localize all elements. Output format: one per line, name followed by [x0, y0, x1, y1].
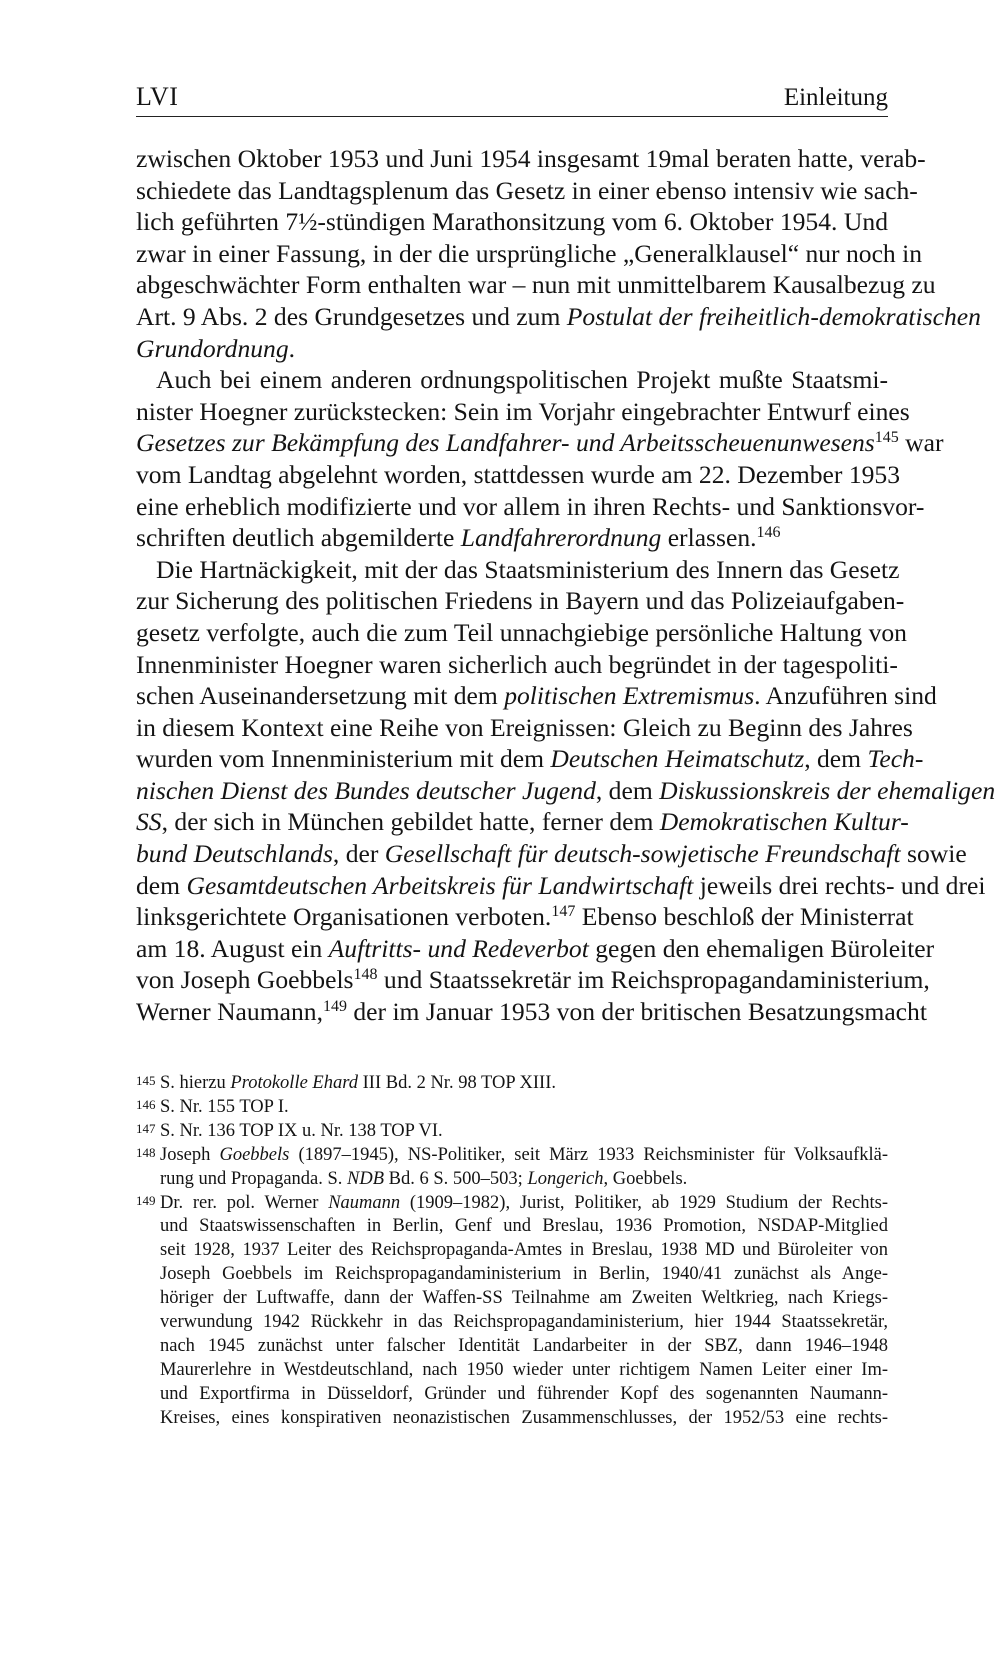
emphasis: Gesetzes zur Bekämpfung des Landfahrer- und Arbeitsscheuenunwesens: [136, 428, 875, 458]
emphasis: Protokolle Ehard: [230, 1073, 358, 1093]
footnote-ref: 147: [551, 903, 576, 921]
paragraph: [136, 143, 981, 364]
text-line: Werner Naumann,$^{149}$ der im Januar 1953 von der britischen Besatzungsmacht: [136, 997, 927, 1027]
text-line: von Joseph Goebbels$^{148}$ und Staatssekretär im Reichspropagandaministerium,: [136, 965, 930, 995]
text-line: vom Landtag abgelehnt worden, stattdessen wurde am 22. Dezember 1953: [136, 459, 901, 489]
text-line: am 18. August ein Auftritts- und Redeverbot gegen den ehemaligen Büroleiter: [136, 933, 935, 963]
page-header: [136, 80, 888, 117]
footnote-line: Kreises, eines konspirativen neonazistischen Zusammenschlusses, der 1952/53 eine rechts-: [160, 1407, 888, 1428]
text-line: dem Gesamtdeutschen Arbeitskreis für Landwirtschaft jeweils drei rechts- und drei: [136, 870, 986, 900]
text-line: schriften deutlich abgemilderte Landfahrerordnung erlassen.$^{146}$: [136, 523, 781, 553]
text-line: zwischen Oktober 1953 und Juni 1954 insgesamt 19mal beraten hatte, verab-: [136, 144, 926, 173]
footnote-number: 148: [136, 1144, 156, 1160]
text-line: zwar in einer Fassung, in der die ursprüngliche „Generalklausel“ nur noch in: [136, 238, 923, 268]
page-number: LVI: [136, 82, 179, 111]
footnote-line: S. hierzu Protokolle Ehard III Bd. 2 Nr. 98 TOP XIII.: [160, 1073, 557, 1093]
text-line: Die Hartnäckigkeit, mit der das Staatsministerium des Innern das Gesetz: [156, 554, 900, 584]
emphasis: Gesamtdeutschen Arbeitskreis für Landwirtschaft: [186, 870, 694, 900]
footnote-line: Dr. rer. pol. Werner Naumann (1909–1982), Jurist, Politiker, ab 1929 Studium der Rechts-: [160, 1192, 888, 1213]
text-line: Art. 9 Abs. 2 des Grundgesetzes und zum Postulat der freiheitlich-demokratischen: [136, 301, 981, 331]
footnote-number: 145: [136, 1073, 156, 1088]
footnote-line: nach 1945 zunächst unter falscher Identität Landarbeiter in der SBZ, dann 1946–1948: [160, 1335, 888, 1356]
footnotes: [136, 1072, 888, 1431]
text-line: schiedete das Landtagsplenum das Gesetz in einer ebenso intensiv wie sach-: [136, 175, 918, 205]
paragraph: [136, 364, 944, 554]
emphasis: Postulat der freiheitlich-demokratischen: [566, 301, 981, 331]
running-title: Einleitung: [783, 84, 888, 111]
emphasis: nischen Dienst des Bundes deutscher Jugend: [136, 775, 596, 805]
text-line: wurden vom Innenministerium mit dem Deutschen Heimatschutz, dem Tech-: [136, 744, 924, 774]
footnote-line: Joseph Goebbels (1897–1945), NS-Politiker, seit März 1933 Reichsminister für Volksaufklä-: [160, 1144, 888, 1165]
footnote-ref: 145: [874, 429, 899, 447]
text-line: linksgerichtete Organisationen verboten.$^{147}$ Ebenso beschloß der Ministerrat: [136, 902, 914, 932]
text-line: Auch bei einem anderen ordnungspolitischen Projekt mußte Staatsmi-: [156, 365, 888, 395]
emphasis: Gesellschaft für deutsch-sowjetische Freundschaft: [384, 839, 901, 869]
emphasis: Landfahrerordnung: [460, 523, 662, 553]
text-line: eine erheblich modifizierte und vor allem in ihren Rechts- und Sanktionsvor-: [136, 491, 925, 521]
text-line: nischen Dienst des Bundes deutscher Jugend, dem Diskussionskreis der ehemaligen: [136, 775, 996, 805]
emphasis: Grundordnung: [136, 333, 289, 363]
emphasis: Diskussionskreis der ehemaligen: [659, 775, 996, 805]
text-line: Grundordnung.: [136, 333, 296, 363]
emphasis: Demokratischen Kultur-: [659, 807, 909, 837]
footnote: [136, 1144, 888, 1192]
footnote-number: 146: [136, 1096, 156, 1112]
text-line: in diesem Kontext eine Reihe von Ereignissen: Gleich zu Beginn des Jahres: [136, 712, 913, 742]
footnote-ref: 148: [353, 966, 378, 984]
footnote-line: S. Nr. 155 TOP I.: [160, 1096, 289, 1117]
emphasis: Auftritts- und Redeverbot: [328, 933, 589, 963]
emphasis: Longerich: [527, 1168, 604, 1189]
emphasis: SS: [136, 807, 162, 837]
emphasis: politischen Extremismus: [504, 681, 755, 711]
footnote: [136, 1096, 888, 1120]
text-line: bund Deutschlands, der Gesellschaft für deutsch-sowjetische Freundschaft sowie: [136, 839, 967, 869]
footnote-line: und Staatswissenschaften in Berlin, Genf und Breslau, 1936 Promotion, NSDAP-Mitglied: [160, 1216, 888, 1237]
footnote-ref: 149: [322, 998, 347, 1016]
footnote: [136, 1120, 888, 1144]
emphasis: Tech-: [867, 744, 924, 774]
footnote-line: rung und Propaganda. S. NDB Bd. 6 S. 500–503; Longerich, Goebbels.: [160, 1168, 688, 1189]
footnote-line: Maurerlehre in Westdeutschland, nach 1950 wieder unter richtigem Namen Leiter einer Im-: [160, 1359, 888, 1380]
text-line: zur Sicherung des politischen Friedens in Bayern und das Polizeiaufgaben-: [136, 586, 905, 616]
text-line: Innenminister Hoegner waren sicherlich auch begründet in der tagespoliti-: [136, 649, 898, 679]
footnote-number: 149: [136, 1192, 156, 1208]
text-line: nister Hoegner zurückstecken: Sein im Vorjahr eingebrachter Entwurf eines: [136, 396, 910, 426]
footnote: [136, 1072, 888, 1096]
main-text: [136, 143, 996, 1028]
emphasis: Naumann: [328, 1192, 401, 1213]
text-line: gesetz verfolgte, auch die zum Teil unnachgiebige persönliche Haltung von: [136, 617, 907, 647]
emphasis: NDB: [347, 1168, 385, 1189]
footnote-line: seit 1928, 1937 Leiter des Reichspropaganda-Amtes in Breslau, 1938 MD und Büroleiter von: [160, 1240, 888, 1261]
footnote-ref: 146: [756, 524, 781, 542]
text-line: abgeschwächter Form enthalten war – nun mit unmittelbarem Kausalbezug zu: [136, 270, 936, 300]
text-line: schen Auseinandersetzung mit dem politischen Extremismus. Anzuführen sind: [136, 681, 937, 711]
footnote-line: S. Nr. 136 TOP IX u. Nr. 138 TOP VI.: [160, 1120, 443, 1141]
text-line: SS, der sich in München gebildet hatte, ferner dem Demokratischen Kultur-: [136, 807, 909, 837]
footnote-line: höriger der Luftwaffe, dann der Waffen-SS Teilnahme am Zweiten Weltkrieg, nach Kriegs-: [160, 1288, 888, 1309]
footnote-line: verwundung 1942 Rückkehr in das Reichspropagandaministerium, hier 1944 Staatssekretär,: [160, 1312, 888, 1333]
emphasis: Goebbels: [219, 1144, 290, 1165]
text-line: lich geführten 7½-stündigen Marathonsitzung vom 6. Oktober 1954. Und: [136, 207, 888, 237]
emphasis: bund Deutschlands: [136, 839, 333, 869]
paragraph: [136, 554, 996, 1028]
text-line: Gesetzes zur Bekämpfung des Landfahrer- und Arbeitsscheuenunwesens$^{145}$ war: [136, 428, 944, 458]
footnote-line: und Exportfirma in Düsseldorf, Gründer und führender Kopf des sogenannten Naumann-: [160, 1383, 888, 1404]
footnote-number: 147: [136, 1120, 156, 1136]
emphasis: Deutschen Heimatschutz: [550, 744, 805, 774]
footnote: [136, 1192, 888, 1431]
footnote-line: Joseph Goebbels im Reichspropagandaministerium in Berlin, 1940/41 zunächst als Ange-: [160, 1264, 888, 1285]
